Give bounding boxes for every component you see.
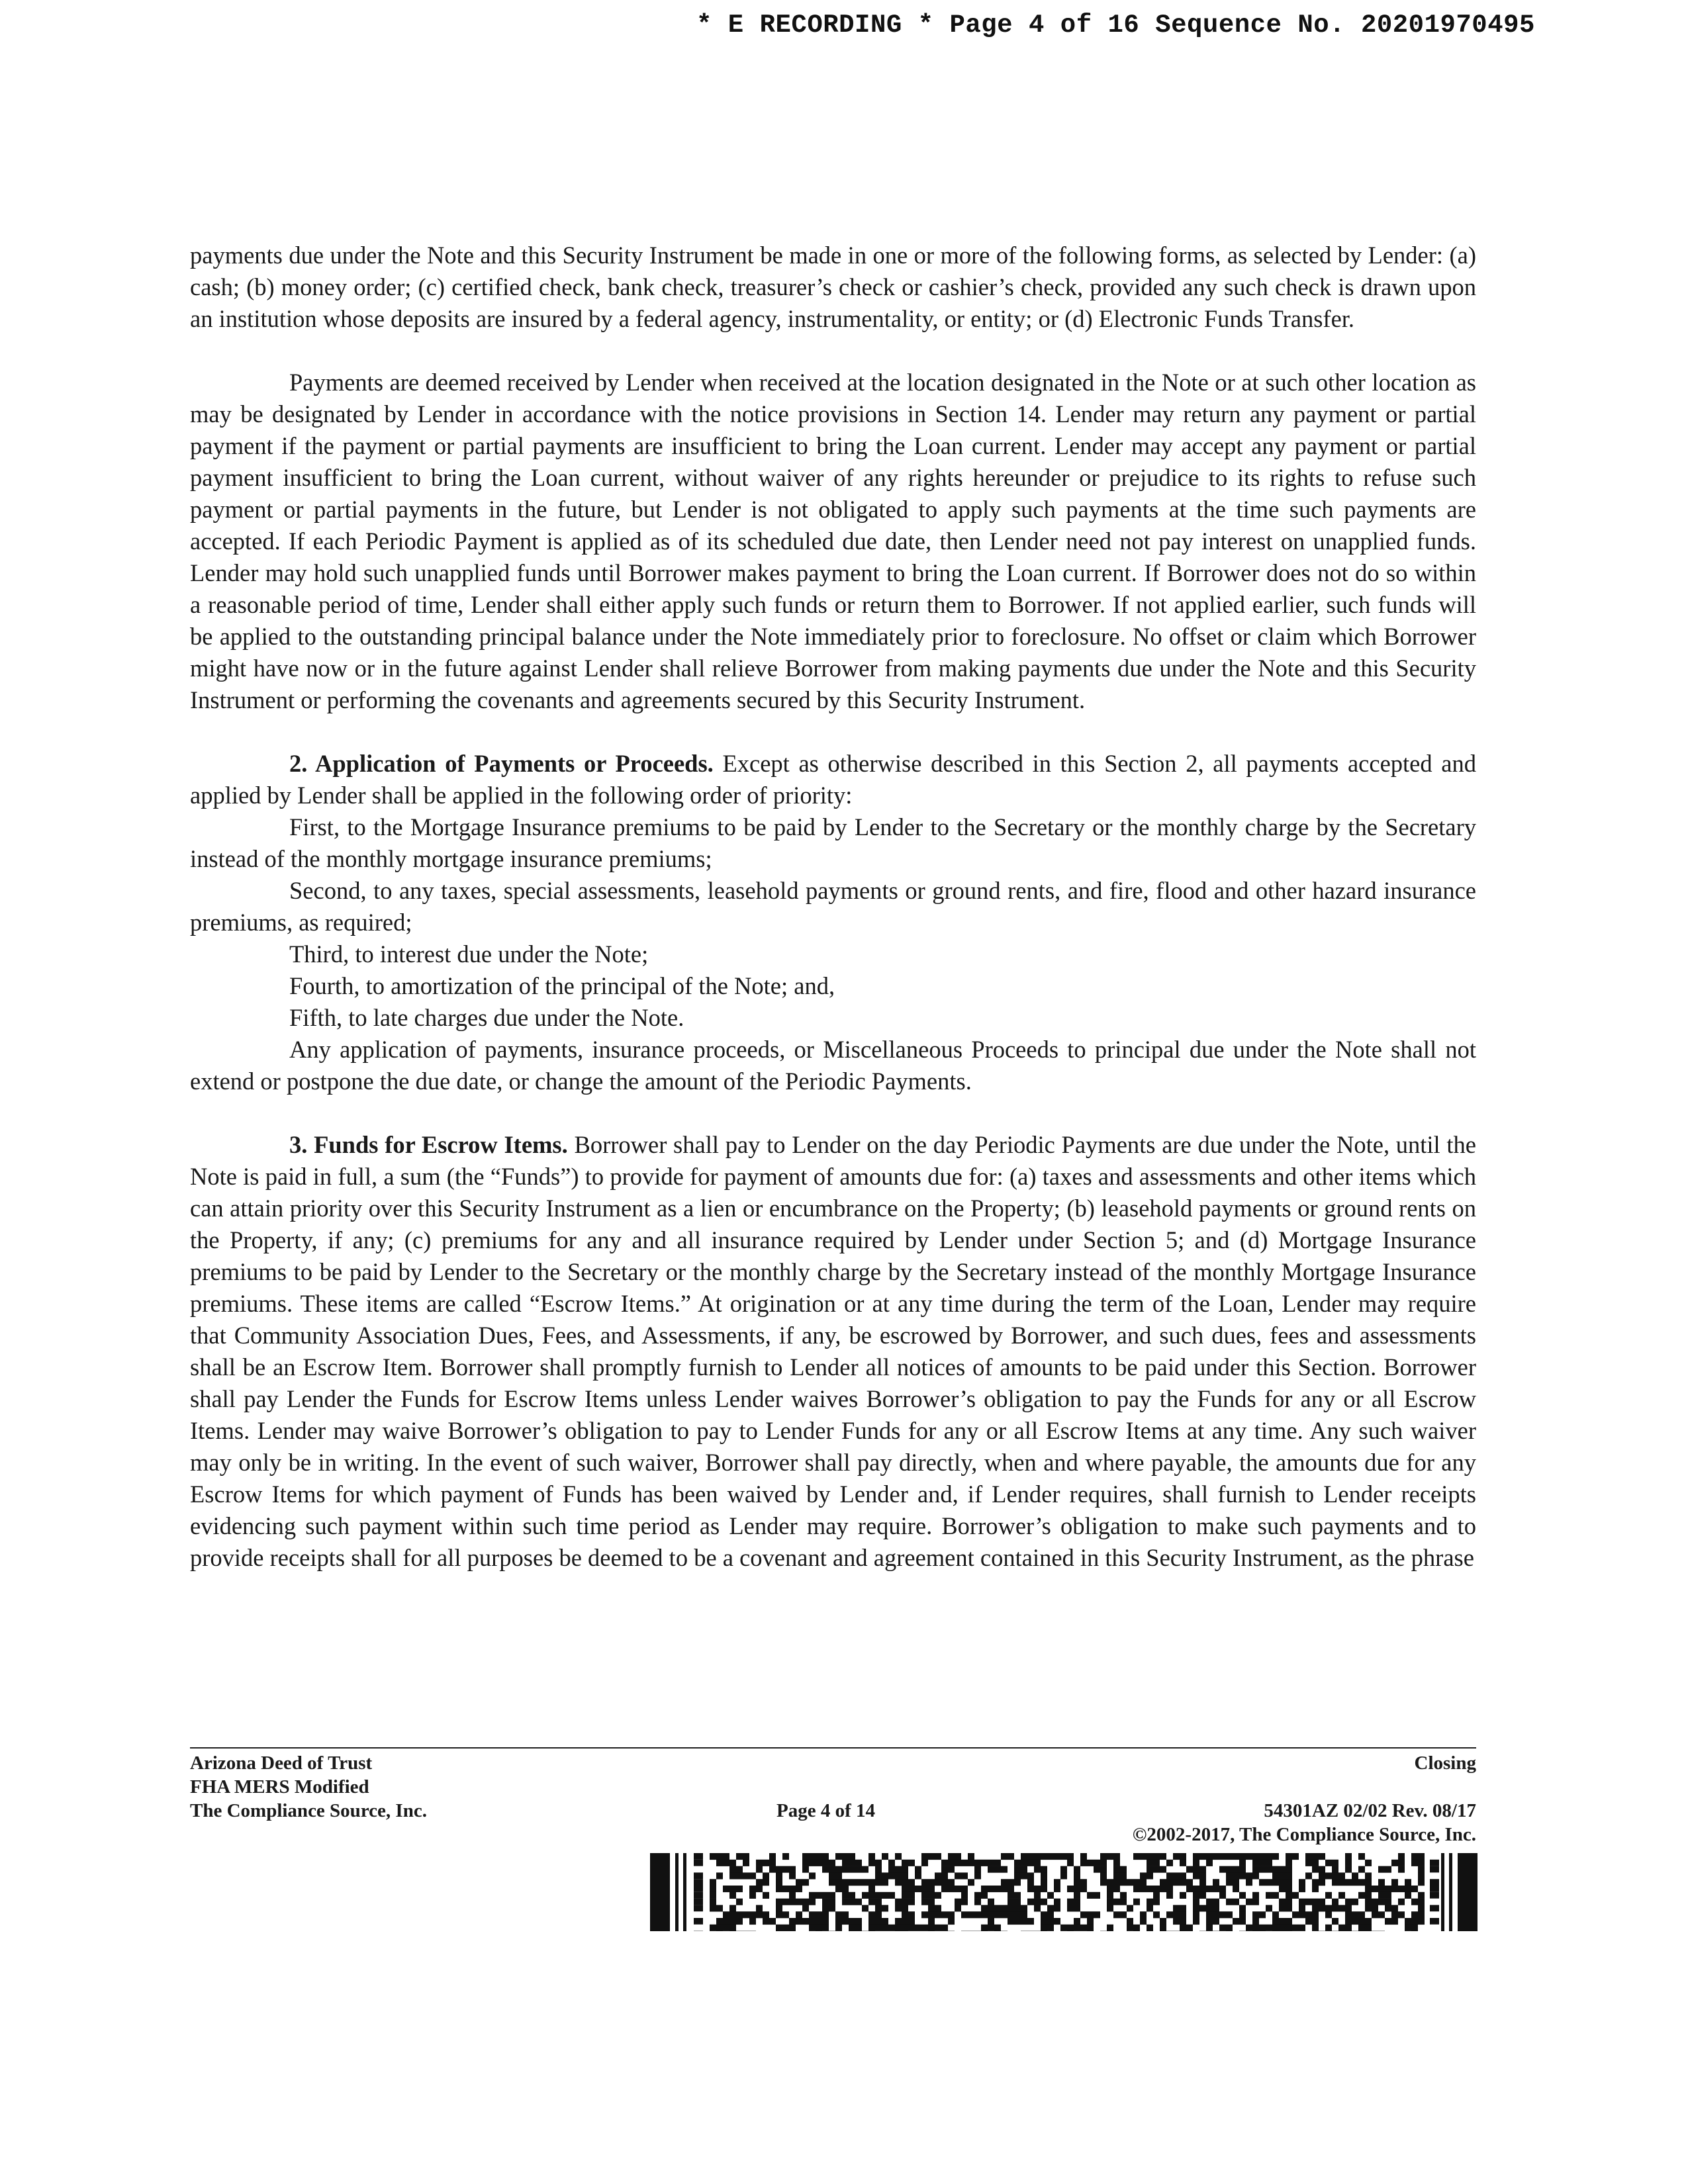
footer-company: The Compliance Source, Inc. [190, 1800, 427, 1821]
footer-doc-subtitle: FHA MERS Modified [190, 1776, 369, 1797]
footer-status: Closing [1414, 1752, 1476, 1774]
section-2-first: First, to the Mortgage Insurance premiums to be paid by Lender to the Secretary or the monthly charge by the Secretary instead of the monthly mortgage insurance premiums; [190, 813, 1476, 872]
section-2-any-application: Any application of payments, insurance proceeds, or Miscellaneous Proceeds to principal due under the Note shall not extend or postpone the due date, or change the amount of the Periodic Payments. [190, 1036, 1476, 1095]
section-3 [190, 1129, 1476, 1574]
footer-right-block [1133, 1799, 1476, 1846]
section-2-second: Second, to any taxes, special assessments, leasehold payments or ground rents, and fire, flood and other hazard insurance premiums, as required; [190, 877, 1476, 936]
footer-copyright: ©2002-2017, The Compliance Source, Inc. [1132, 1824, 1476, 1845]
section-3-text: Borrower shall pay to Lender on the day Periodic Payments are due under the Note, until the Note is paid in full, a sum (the “Funds”) to provide for payment of amounts due for: (a) taxes and assessments and other items which can attain priority over this Security Instrument as a lien or encumbrance on the Property; (b) leasehold payments or ground rents on the Property, if any; (c) premiums for any and all insurance required by Lender under Section 5; and (d) Mortgage Insurance premiums to be paid by Lender to the Secretary or the monthly charge by the Secretary instead of the monthly Mortgage Insurance premiums. These items are called “Escrow Items.” At origination or at any time during the term of the Loan, Lender may require that Community Association Dues, Fees, and Assessments, if any, be escrowed by Borrower, and such dues, fees and assessments shall be an Escrow Item. Borrower shall promptly furnish to Lender all notices of amounts to be paid under this Section. Borrower shall pay Lender the Funds for Escrow Items unless Lender waives Borrower’s obligation to pay the Funds for any or all Escrow Items. Lender may waive Borrower’s obligation to pay to Lender Funds for any or all Escrow Items at any time. Any such waiver may only be in writing. In the event of such waiver, Borrower shall pay directly, when and where payable, the amounts due for any Escrow Items for which payment of Funds has been waived by Lender and, if Lender requires, shall furnish to Lender receipts evidencing such payment within such time period as Lender may require. Borrower’s obligation to make such payments and to provide receipts shall for all purposes be deemed to be a covenant and agreement contained in this Security Instrument, as the phrase [190, 1131, 1477, 1571]
section-3-heading: 3. Funds for Escrow Items. [289, 1131, 568, 1158]
section-2-fifth: Fifth, to late charges due under the Note. [289, 1004, 684, 1031]
footer-doc-title: Arizona Deed of Trust [190, 1752, 373, 1774]
section-2-intro-text: Except as otherwise described in this Section 2, all payments accepted and applied by Lender shall be applied in the following order of priority: [190, 750, 1476, 809]
section-2-fourth: Fourth, to amortization of the principal of the Note; and, [289, 972, 835, 999]
document-body [190, 240, 1476, 1574]
section-2-third: Third, to interest due under the Note; [289, 940, 649, 968]
section-2-heading: 2. Application of Payments or Proceeds. [289, 750, 714, 777]
footer-left-block [190, 1751, 427, 1823]
paragraph-payments-received: Payments are deemed received by Lender when received at the location designated in the Note or at such other location as may be designated by Lender in accordance with the notice provisions in Section 14. Lender may return any payment or partial payment if the payment or partial payments are insufficient to bring the Loan current. Lender may accept any payment or partial payment insufficient to bring the Loan current, without waiver of any rights hereunder or prejudice to its rights to refuse such payment or partial payments in the future, but Lender is not obligated to apply such payments at the time such payments are accepted. If each Periodic Payment is applied as of its scheduled due date, then Lender need not pay interest on unapplied funds. Lender may hold such unapplied funds until Borrower makes payment to bring the Loan current. If Borrower does not do so within a reasonable period of time, Lender shall either apply such funds or return them to Borrower. If not applied earlier, such funds will be applied to the outstanding principal balance under the Note immediately prior to foreclosure. No offset or claim which Borrower might have now or in the future against Lender shall relieve Borrower from making payments due under the Note and this Security Instrument or performing the covenants and agreements secured by this Security Instrument. [190, 369, 1476, 713]
barcode-icon [650, 1853, 1477, 1931]
footer-page-number: Page 4 of 14 [776, 1800, 875, 1821]
footer-divider [190, 1747, 1476, 1749]
footer-form-number: 54301AZ 02/02 Rev. 08/17 [1264, 1800, 1476, 1821]
recording-stamp: * E RECORDING * Page 4 of 16 Sequence No. 20201970495 [696, 11, 1535, 40]
section-2-intro [190, 748, 1476, 811]
paragraph-payment-forms: payments due under the Note and this Security Instrument be made in one or more of the following forms, as selected by Lender: (a) cash; (b) money order; (c) certified check, bank check, treasurer’s check or cashier’s check, provided any such check is drawn upon an institution whose deposits are insured by a federal agency, instrumentality, or entity; or (d) Electronic Funds Transfer. [190, 242, 1476, 332]
